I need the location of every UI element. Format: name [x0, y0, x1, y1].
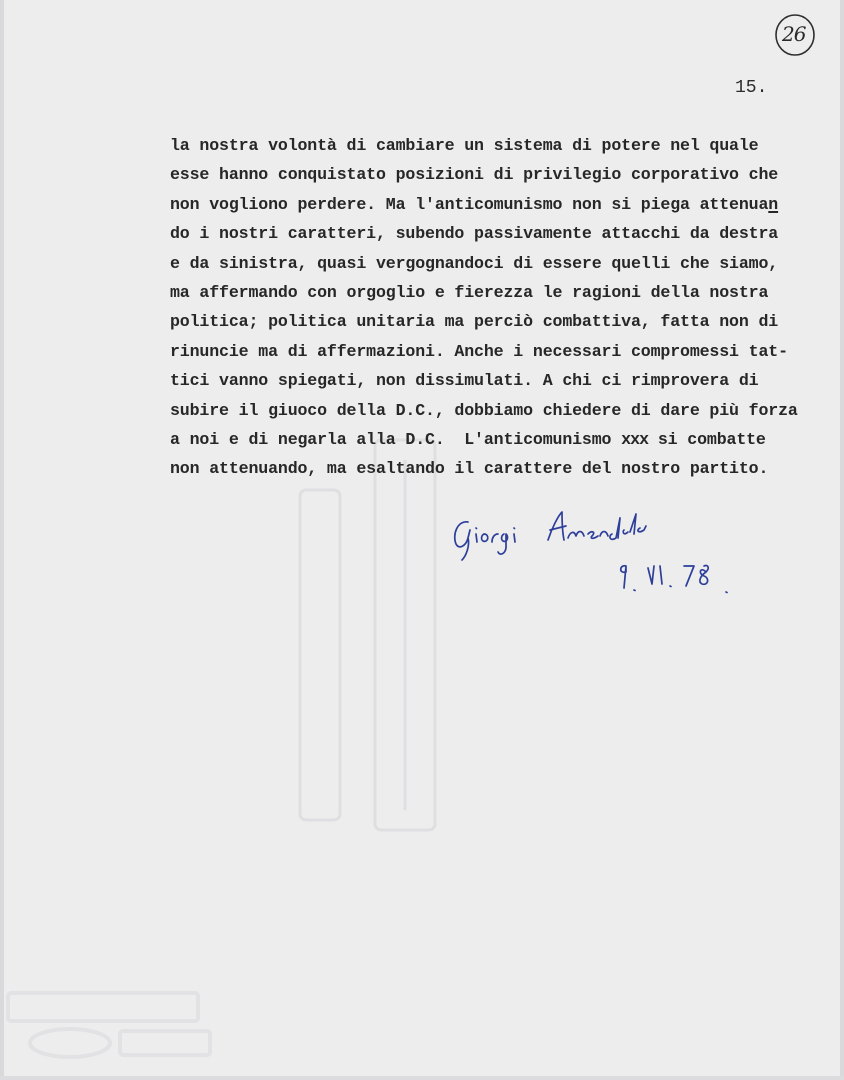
body-line: la nostra volontà di cambiare un sistema di potere nel quale: [170, 136, 759, 155]
body-line: tici vanno spiegati, non dissimulati. A chi ci rimprovera di: [170, 371, 759, 391]
body-line: [170, 190, 830, 219]
body-line: subire il giuoco della D.C., dobbiamo chiedere di dare più forza: [170, 400, 798, 420]
body-line: [170, 425, 830, 454]
body-line-text: non vogliono perdere. Ma l'anticomunismo non si piega attenua: [170, 194, 769, 214]
body-line-text: a noi e di negarla alla D.C. L'anticomunismo: [170, 430, 622, 450]
body-line: rinuncie ma di affermazioni. Anche i necessari compromessi tat-: [170, 341, 788, 361]
body-line: ma affermando con orgoglio e fierezza le ragioni della nostra: [170, 283, 769, 303]
underlined-hyphenation-char: n: [768, 194, 779, 214]
body-line: do i nostri caratteri, subendo passivamente attacchi da destra: [170, 224, 779, 244]
archive-watermark: [270, 430, 470, 850]
foundation-logo-watermark: [0, 985, 240, 1065]
body-line: non attenuando, ma esaltando il carattere del nostro partito.: [170, 459, 769, 479]
handwritten-signature: [440, 500, 740, 600]
archive-number: 26: [782, 22, 806, 46]
body-line: esse hanno conquistato posizioni di privilegio corporativo che: [170, 165, 779, 185]
body-line-text: si combatte: [648, 430, 766, 450]
body-line: e da sinistra, quasi vergognandoci di essere quelli che siamo,: [170, 253, 779, 273]
struck-out-characters: xxx: [621, 430, 649, 450]
body-line: politica; politica unitaria ma perciò combattiva, fatta non di: [170, 312, 779, 332]
page-number: 15.: [735, 78, 768, 98]
typed-body-text: [170, 131, 830, 484]
